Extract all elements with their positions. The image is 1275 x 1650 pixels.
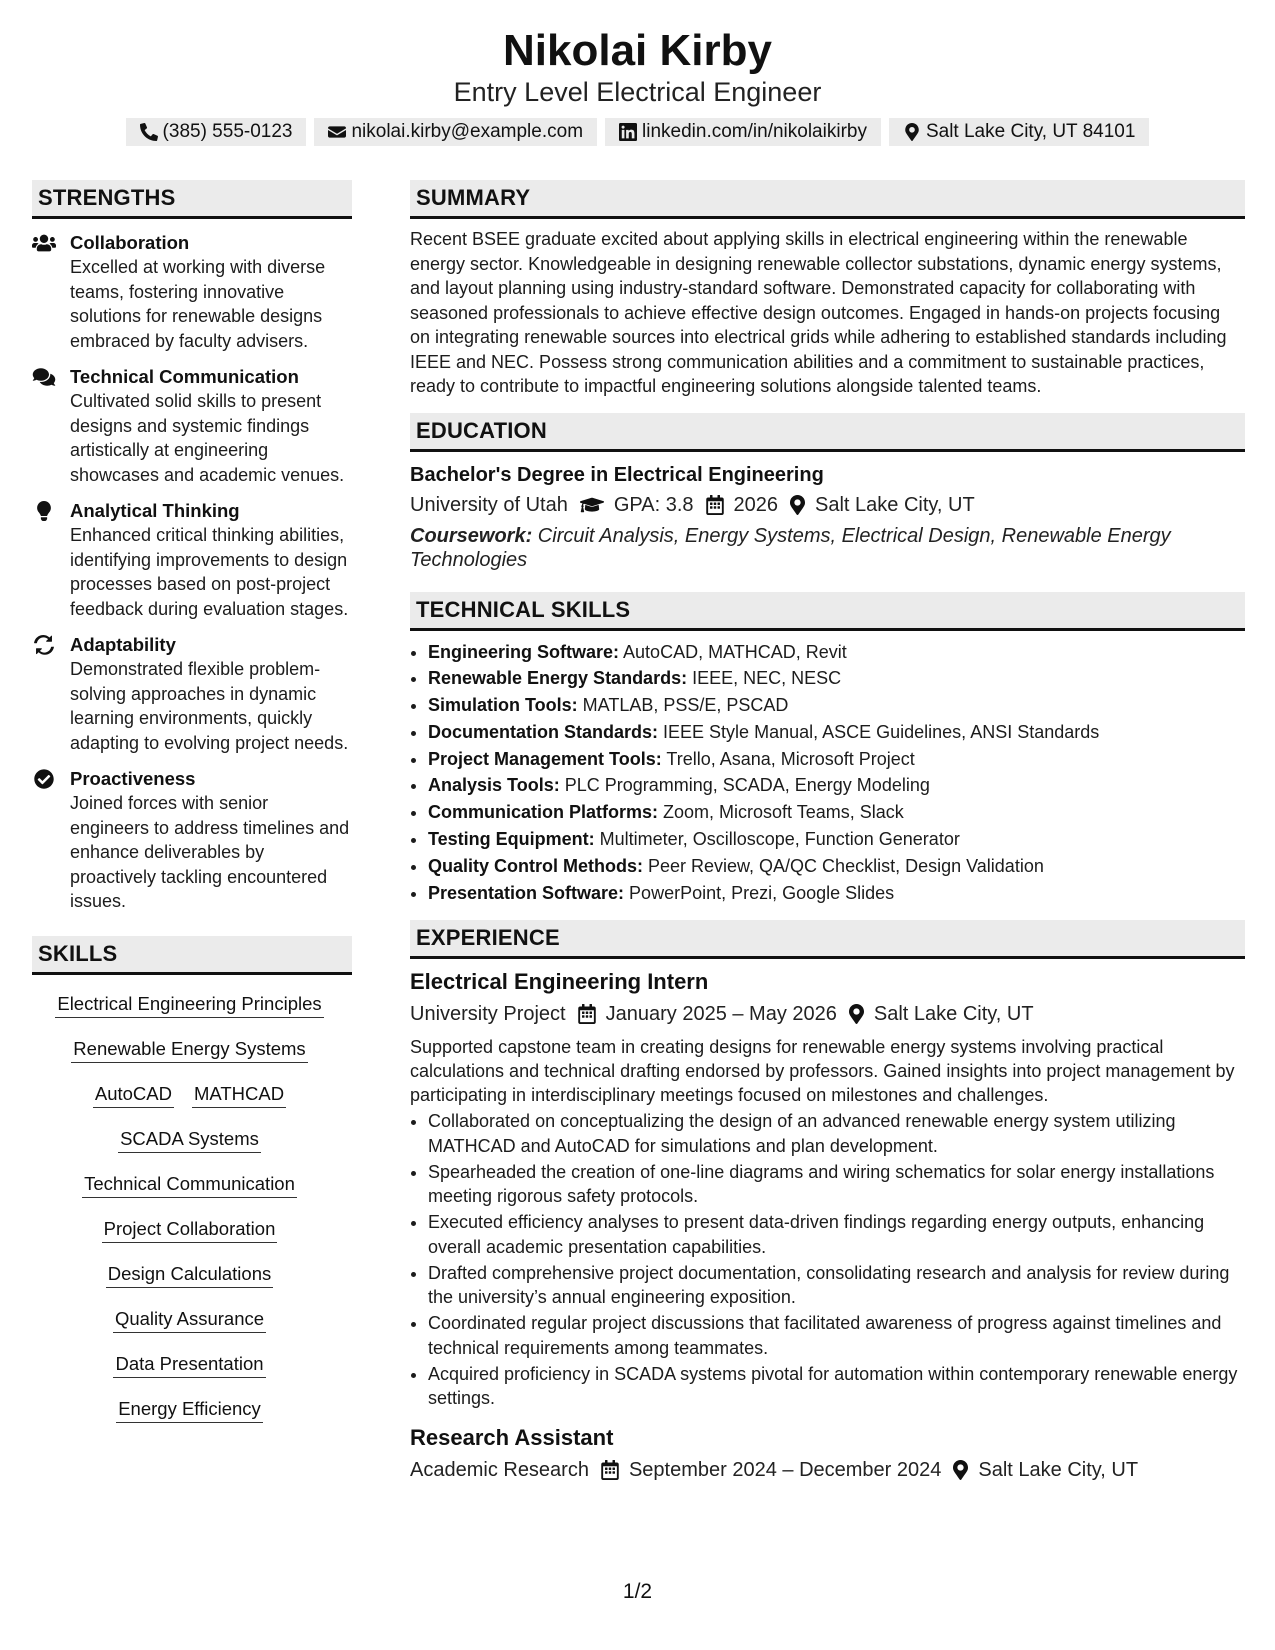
- list-item: • Executed efficiency analyses to present data-driven findings regarding energy outputs, enhancing overall academic presentation capabilities.: [428, 1210, 1245, 1259]
- list-item: [428, 799, 1245, 826]
- linkedin-icon: [619, 123, 637, 141]
- map-marker-icon: [849, 1004, 864, 1024]
- strength-title: Proactiveness: [70, 768, 196, 789]
- skill-category: Communication Platforms:: [428, 802, 659, 823]
- list-item: • Spearheaded the creation of one-line diagrams and wiring schematics for solar energy installations meeting rigorous safety protocols.: [428, 1160, 1245, 1209]
- skill-tag: Quality Assurance: [113, 1306, 266, 1333]
- skill-values: AutoCAD, MATHCAD, Revit: [619, 641, 847, 662]
- job-title: Electrical Engineering Intern: [410, 969, 709, 995]
- calendar-icon: [578, 1004, 596, 1024]
- skill-tag: MATHCAD: [192, 1081, 286, 1108]
- list-item: [428, 826, 1245, 853]
- list-item: • Collaborated on conceptualizing the design of an advanced renewable energy system utilizing MATHCAD and AutoCAD for simulations and plan development.: [428, 1109, 1245, 1158]
- contact-location: [889, 118, 1149, 146]
- linkedin-text: linkedin.com/in/nikolaikirby: [642, 121, 867, 142]
- summary-text: Recent BSEE graduate excited about applying skills in electrical engineering within the renewable energy sector. Knowledgeable in designing renewable collector substations, dynamic energy systems, and layout planning using industry-standard software. Demonstrated capacity for collaborating with seasoned professionals to achieve effective design outcomes. Engaged in hands-on projects focusing on integrating renewable sources into electrical grids while adhering to established standards including IEEE and NEC. Possess strong communication abilities and a commitment to sustainable practices, ready to contribute to impactful engineering solutions alongside talented teams.: [410, 229, 1227, 396]
- sync-icon: [32, 635, 56, 655]
- education-location: Salt Lake City, UT: [815, 493, 975, 516]
- skill-tag: Design Calculations: [106, 1261, 274, 1288]
- strength-item: [32, 767, 352, 914]
- strength-desc: Cultivated solid skills to present designs and systemic findings artistically at engineering showcases and academic venues.: [70, 391, 345, 485]
- job-org: University Project: [410, 1003, 566, 1026]
- skill-values: MATLAB, PSS/E, PSCAD: [577, 695, 789, 716]
- skill-tag: Electrical Engineering Principles: [55, 991, 323, 1018]
- graduation-cap-icon: [580, 495, 604, 515]
- skill-category: Engineering Software:: [428, 641, 620, 662]
- skill-values: PowerPoint, Prezi, Google Slides: [624, 882, 895, 903]
- map-marker-icon: [790, 495, 805, 515]
- strength-desc: Enhanced critical thinking abilities, identifying improvements to design processes based on post-project feedback during evaluation stages.: [70, 525, 349, 619]
- skills-list: [32, 983, 352, 1433]
- email-text: nikolai.kirby@example.com: [351, 121, 584, 142]
- strength-title: Adaptability: [70, 634, 176, 655]
- job-org: Academic Research: [410, 1458, 589, 1481]
- strength-desc: Excelled at working with diverse teams, fostering innovative solutions for renewable designs embraced by faculty advisers.: [70, 257, 326, 351]
- skill-values: PLC Programming, SCADA, Energy Modeling: [559, 775, 930, 796]
- list-item: [428, 880, 1245, 907]
- list-item: [428, 719, 1245, 746]
- coursework-list: Circuit Analysis, Energy Systems, Electrical Design, Renewable Energy Technologies: [410, 524, 1171, 571]
- skill-tag: Energy Efficiency: [116, 1396, 263, 1423]
- list-item: [428, 853, 1245, 880]
- candidate-title: Entry Level Electrical Engineer: [453, 77, 822, 107]
- gpa-text: GPA: 3.8: [613, 493, 694, 516]
- candidate-name: Nikolai Kirby: [503, 26, 772, 75]
- phone-icon: [140, 123, 158, 141]
- comments-icon: [32, 367, 56, 387]
- skill-values: Zoom, Microsoft Teams, Slack: [658, 802, 904, 823]
- right-column: [410, 180, 1245, 1485]
- education-heading: EDUCATION: [410, 413, 1245, 452]
- list-item: [428, 746, 1245, 773]
- job-title: Research Assistant: [410, 1424, 614, 1450]
- summary-heading: SUMMARY: [410, 180, 1245, 219]
- calendar-icon: [706, 495, 724, 515]
- left-column: [32, 180, 352, 1433]
- envelope-icon: [328, 123, 346, 141]
- lightbulb-icon: [32, 501, 56, 521]
- skill-tag: Data Presentation: [113, 1351, 265, 1378]
- map-marker-icon: [903, 123, 921, 141]
- skill-category: Testing Equipment:: [428, 829, 595, 850]
- phone-text: (385) 555-0123: [162, 121, 293, 142]
- skill-values: Multimeter, Oscilloscope, Function Generator: [594, 829, 960, 850]
- skill-category: Quality Control Methods:: [428, 855, 643, 876]
- school-name: University of Utah: [410, 493, 568, 516]
- strength-desc: Joined forces with senior engineers to address timelines and enhance deliverables by proactively tackling encountered issues.: [70, 793, 350, 911]
- skill-tag: AutoCAD: [93, 1081, 174, 1108]
- strength-item: [32, 231, 352, 353]
- job-meta: [410, 999, 1245, 1029]
- location-text: Salt Lake City, UT 84101: [925, 121, 1136, 142]
- strength-item: [32, 633, 352, 755]
- contact-bar: [0, 118, 1275, 146]
- strengths-heading: STRENGTHS: [32, 180, 352, 219]
- coursework-label: Coursework:: [410, 524, 533, 547]
- skill-category: Renewable Energy Standards:: [428, 668, 688, 689]
- contact-phone[interactable]: [126, 118, 307, 146]
- education-meta: [410, 490, 1245, 520]
- list-item: • Drafted comprehensive project documentation, consolidating research and analysis for review during the university’s annual engineering exposition.: [428, 1261, 1245, 1310]
- experience-heading: EXPERIENCE: [410, 920, 1245, 959]
- coursework: [410, 524, 1245, 572]
- resume-header: [0, 0, 1275, 146]
- job-description: Supported capstone team in creating designs for renewable energy systems involving practical calculations and technical drafting endorsed by professors. Gained insights into project management by participating in interdisciplinary meetings focused on milestones and challenges.: [410, 1037, 1235, 1106]
- list-item: • Coordinated regular project discussions that facilitated awareness of progress against timelines and technical requirements among teammates.: [428, 1311, 1245, 1360]
- skill-category: Presentation Software:: [428, 882, 625, 903]
- job-dates: September 2024 – December 2024: [628, 1458, 942, 1481]
- skill-values: IEEE Style Manual, ASCE Guidelines, ANSI Standards: [658, 721, 1100, 742]
- list-item: [428, 692, 1245, 719]
- list-item: [428, 639, 1245, 666]
- job-location: Salt Lake City, UT: [873, 1003, 1034, 1026]
- map-marker-icon: [953, 1460, 968, 1480]
- skill-category: Analysis Tools:: [428, 775, 560, 796]
- strength-title: Collaboration: [70, 232, 190, 253]
- skill-values: Peer Review, QA/QC Checklist, Design Validation: [643, 855, 1044, 876]
- calendar-icon: [601, 1460, 619, 1480]
- skill-tag: Project Collaboration: [102, 1216, 278, 1243]
- graduation-year: 2026: [733, 493, 779, 516]
- technical-skills-list: [410, 639, 1245, 907]
- degree-title: Bachelor's Degree in Electrical Engineering: [410, 463, 824, 486]
- job-bullets: [410, 1109, 1245, 1411]
- skill-tag: SCADA Systems: [118, 1126, 261, 1153]
- skill-category: Project Management Tools:: [428, 748, 662, 769]
- strength-item: [32, 499, 352, 621]
- list-item: • Acquired proficiency in SCADA systems pivotal for automation within contemporary renewable energy settings.: [428, 1362, 1245, 1411]
- contact-email[interactable]: [314, 118, 597, 146]
- strength-desc: Demonstrated flexible problem-solving approaches in dynamic learning environments, quickly adapting to evolving project needs.: [70, 659, 349, 753]
- skill-values: IEEE, NEC, NESC: [687, 668, 842, 689]
- page-number: 1/2: [622, 1580, 653, 1603]
- strength-item: [32, 365, 352, 487]
- job-meta: [410, 1455, 1245, 1485]
- contact-linkedin[interactable]: [605, 118, 881, 146]
- strength-title: Analytical Thinking: [70, 500, 240, 521]
- skill-category: Simulation Tools:: [428, 695, 578, 716]
- skill-category: Documentation Standards:: [428, 721, 659, 742]
- list-item: [428, 665, 1245, 692]
- skill-tag: Renewable Energy Systems: [71, 1036, 307, 1063]
- job-dates: January 2025 – May 2026: [605, 1003, 837, 1026]
- skills-heading: SKILLS: [32, 936, 352, 975]
- skill-values: Trello, Asana, Microsoft Project: [661, 748, 915, 769]
- check-circle-icon: [32, 769, 56, 789]
- users-icon: [32, 233, 56, 253]
- strength-title: Technical Communication: [70, 366, 299, 387]
- technical-skills-heading: TECHNICAL SKILLS: [410, 592, 1245, 631]
- skill-tag: Technical Communication: [82, 1171, 297, 1198]
- job-location: Salt Lake City, UT: [978, 1458, 1139, 1481]
- list-item: [428, 772, 1245, 799]
